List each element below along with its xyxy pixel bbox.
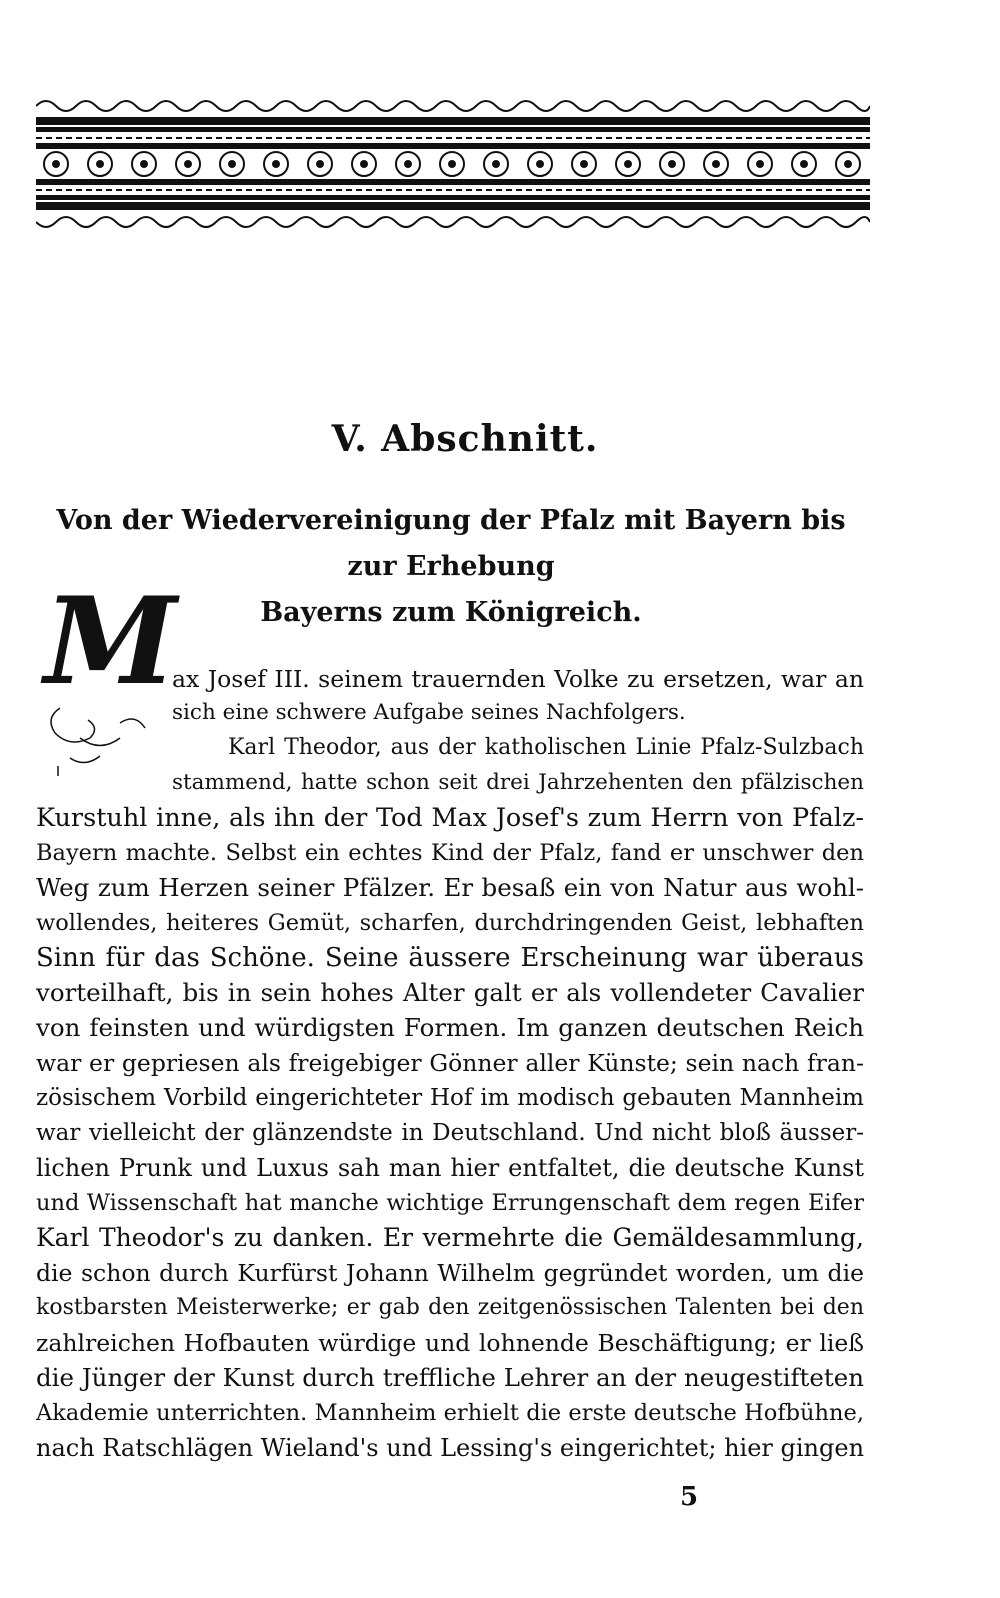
body-line: zahlreichen Hofbauten würdige und lohnende Beschäftigung; er ließ bbox=[36, 1329, 864, 1357]
page-number: 5 bbox=[680, 1482, 699, 1512]
body-line: wollendes, heiteres Gemüt, scharfen, durchdringenden Geist, lebhaften bbox=[36, 910, 864, 936]
body-line: Karl Theodor's zu danken. Er vermehrte die Gemäldesammlung, bbox=[36, 1223, 864, 1252]
body-line: lichen Prunk und Luxus sah man hier entfaltet, die deutsche Kunst bbox=[36, 1154, 864, 1182]
drop-cap-initial bbox=[40, 571, 177, 778]
chapter-title: V. Abschnitt. bbox=[331, 418, 599, 460]
body-line: von feinsten und würdigsten Formen. Im ganzen deutschen Reich bbox=[36, 1013, 864, 1042]
body-line: Akademie unterrichten. Mannheim erhielt die erste deutsche Hofbühne, bbox=[36, 1400, 864, 1426]
body-line: ax Josef III. seinem trauernden Volke zu ersetzen, war an bbox=[172, 665, 864, 693]
body-line: die Jünger der Kunst durch treffliche Lehrer an der neugestifteten bbox=[36, 1363, 864, 1392]
chapter-subtitle-line-1: Von der Wiedervereinigung der Pfalz mit Bayern bis zur Erhebung bbox=[56, 505, 846, 582]
body-line: war vielleicht der glänzendste in Deutschland. Und nicht bloß äusser- bbox=[36, 1120, 864, 1146]
body-line: und Wissenschaft hat manche wichtige Errungenschaft dem regen Eifer bbox=[36, 1190, 864, 1216]
body-line: Karl Theodor, aus der katholischen Linie Pfalz-Sulzbach bbox=[228, 735, 864, 760]
header-ornament bbox=[36, 96, 870, 234]
scroll-row-bottom bbox=[36, 217, 870, 227]
circle-band bbox=[44, 152, 860, 176]
chapter-subtitle-line-2: Bayerns zum Königreich. bbox=[260, 597, 642, 628]
body-line: kostbarsten Meisterwerke; er gab den zeitgenössischen Talenten bei den bbox=[36, 1295, 864, 1320]
body-line: nach Ratschlägen Wieland's und Lessing's eingerichtet; hier gingen bbox=[36, 1434, 865, 1462]
scroll-row-top bbox=[36, 101, 870, 111]
drop-cap-letter: M bbox=[44, 571, 177, 712]
body-line: sich eine schwere Aufgabe seines Nachfolgers. bbox=[172, 700, 686, 725]
body-line: Sinn für das Schöne. Seine äussere Erscheinung war überaus bbox=[36, 943, 864, 973]
body-line: zösischem Vorbild eingerichteter Hof im modisch gebauten Mannheim bbox=[36, 1085, 864, 1111]
body-line: stammend, hatte schon seit drei Jahrzehenten den pfälzischen bbox=[172, 770, 864, 795]
body-line: war er gepriesen als freigebiger Gönner aller Künste; sein nach fran- bbox=[36, 1049, 864, 1077]
body-line: die schon durch Kurfürst Johann Wilhelm gegründet worden, um die bbox=[36, 1259, 864, 1287]
body-line: Weg zum Herzen seiner Pfälzer. Er besaß ein von Natur aus wohl- bbox=[36, 873, 864, 902]
body-line: Kurstuhl inne, als ihn der Tod Max Josef's zum Herrn von Pfalz- bbox=[36, 803, 864, 833]
body-line: Bayern machte. Selbst ein echtes Kind der Pfalz, fand er unschwer den bbox=[36, 840, 864, 866]
body-line: vorteilhaft, bis in sein hohes Alter galt er als vollendeter Cavalier bbox=[36, 978, 864, 1007]
